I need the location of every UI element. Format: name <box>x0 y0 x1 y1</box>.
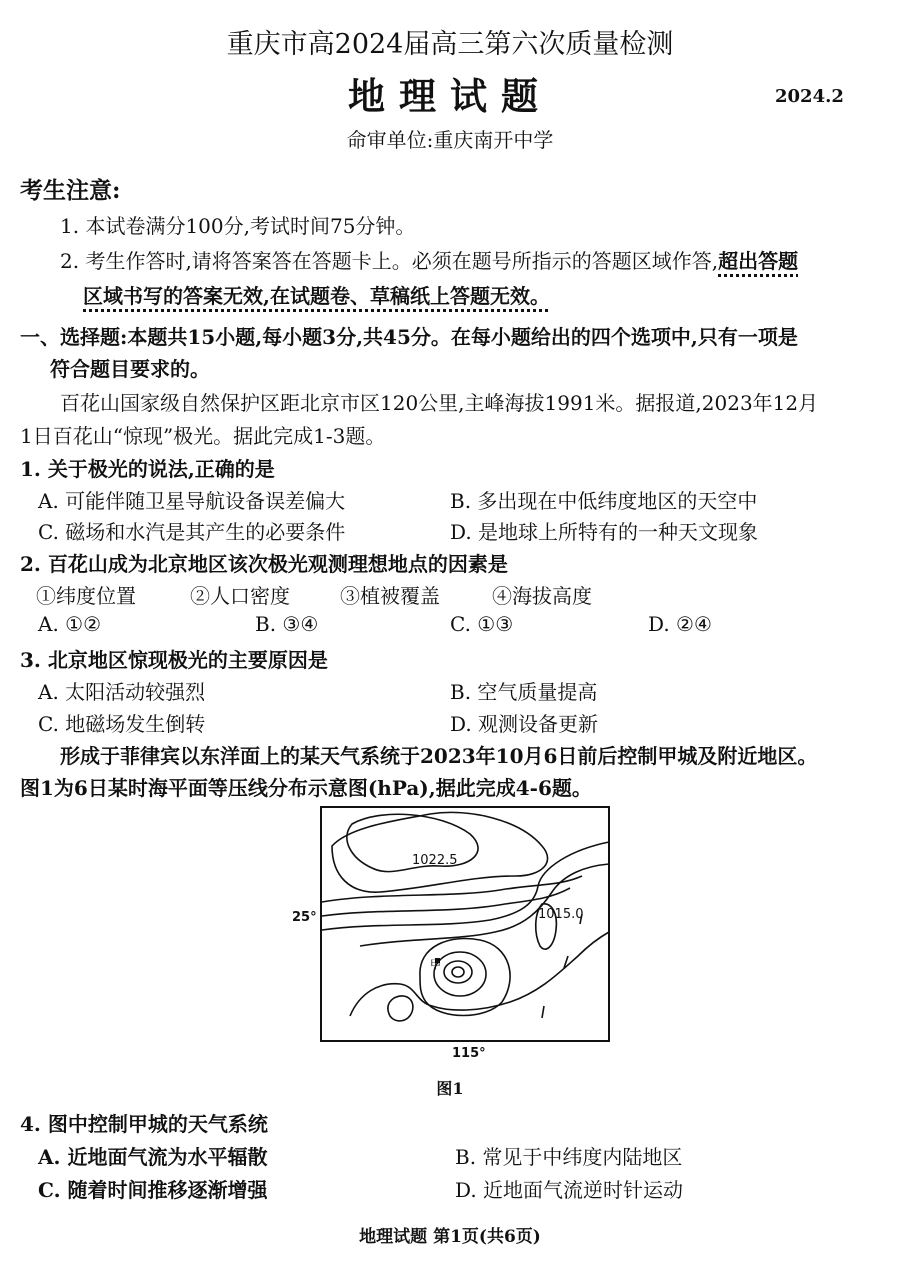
passage2-line2: 图1为6日某时海平面等压线分布示意图(hPa),据此完成4-6题。 <box>20 776 592 800</box>
section-heading-line2: 符合题目要求的。 <box>50 357 210 381</box>
q3-option-d: D. 观测设备更新 <box>450 712 599 736</box>
q4-stem: 4. 图中控制甲城的天气系统 <box>20 1112 268 1136</box>
q1-option-b: B. 多出现在中低纬度地区的天空中 <box>450 489 758 513</box>
q1-option-d: D. 是地球上所特有的一种天文现象 <box>450 520 759 544</box>
q1-option-a: A. 可能伴随卫星导航设备误差偏大 <box>38 489 346 513</box>
isobar-label-high: 1022.5 <box>412 853 458 868</box>
q2-stem: 2. 百花山成为北京地区该次极光观测理想地点的因素是 <box>20 552 508 576</box>
q2-factor-1: ①纬度位置 <box>36 584 136 608</box>
section-heading-line1: 一、选择题:本题共15小题,每小题3分,共45分。在每小题给出的四个选项中,只有一项是 <box>20 325 798 349</box>
q2-option-c: C. ①③ <box>450 612 514 636</box>
setter-unit: 命审单位:重庆南开中学 <box>346 128 554 152</box>
q2-option-b: B. ③④ <box>255 612 319 636</box>
q1-option-c: C. 磁场和水汽是其产生的必要条件 <box>38 520 346 544</box>
isobar-map <box>320 806 610 1046</box>
notice-item-2-text: 2. 考生作答时,请将答案答在答题卡上。必须在题号所指示的答题区域作答, <box>60 249 719 273</box>
passage1-line2: 1日百花山“惊现”极光。据此完成1-3题。 <box>20 424 386 448</box>
exam-date: 2024.2 <box>775 86 844 107</box>
passage1-line1: 百花山国家级自然保护区距北京市区120公里,主峰海拔1991米。据报道,2023年12月 <box>60 391 819 415</box>
exam-title: 重庆市高2024届高三第六次质量检测 <box>226 29 674 60</box>
q4-option-b: B. 常见于中纬度内陆地区 <box>455 1145 683 1169</box>
q2-option-d: D. ②④ <box>648 612 712 636</box>
q1-stem: 1. 关于极光的说法,正确的是 <box>20 457 275 481</box>
city-label: 甲 <box>430 958 441 971</box>
q3-option-c: C. 地磁场发生倒转 <box>38 712 206 736</box>
page-footer: 地理试题 第1页(共6页) <box>359 1227 541 1247</box>
q4-option-a: A. 近地面气流为水平辐散 <box>38 1145 268 1169</box>
q4-option-d: D. 近地面气流逆时针运动 <box>455 1178 684 1202</box>
notice-title: 考生注意: <box>20 177 121 204</box>
subject-title: 地理试题 <box>348 74 552 118</box>
notice-item-2-line2: 区域书写的答案无效,在试题卷、草稿纸上答题无效。 <box>83 284 550 308</box>
isobar-map-svg <box>320 806 610 1042</box>
q2-option-a: A. ①② <box>38 612 102 636</box>
longitude-label: 115° <box>452 1046 486 1061</box>
map-frame <box>321 807 609 1041</box>
q2-factor-4: ④海拔高度 <box>492 584 592 608</box>
q3-option-b: B. 空气质量提高 <box>450 680 598 704</box>
q3-stem: 3. 北京地区惊现极光的主要原因是 <box>20 648 328 672</box>
q2-factor-2: ②人口密度 <box>190 584 290 608</box>
figure-caption: 图1 <box>436 1079 464 1098</box>
passage2-line1: 形成于菲律宾以东洋面上的某天气系统于2023年10月6日前后控制甲城及附近地区。 <box>60 744 818 768</box>
notice-item-2-line1 <box>60 245 798 274</box>
q3-option-a: A. 太阳活动较强烈 <box>38 680 206 704</box>
q2-factor-3: ③植被覆盖 <box>340 584 440 608</box>
isobar-label-mid: 1015.0 <box>538 907 584 922</box>
q4-option-c: C. 随着时间推移逐渐增强 <box>38 1178 268 1202</box>
notice-item-2-emphasis: 超出答题 <box>718 249 799 273</box>
notice-item-1: 1. 本试卷满分100分,考试时间75分钟。 <box>60 214 416 238</box>
latitude-label: 25° <box>292 910 317 925</box>
